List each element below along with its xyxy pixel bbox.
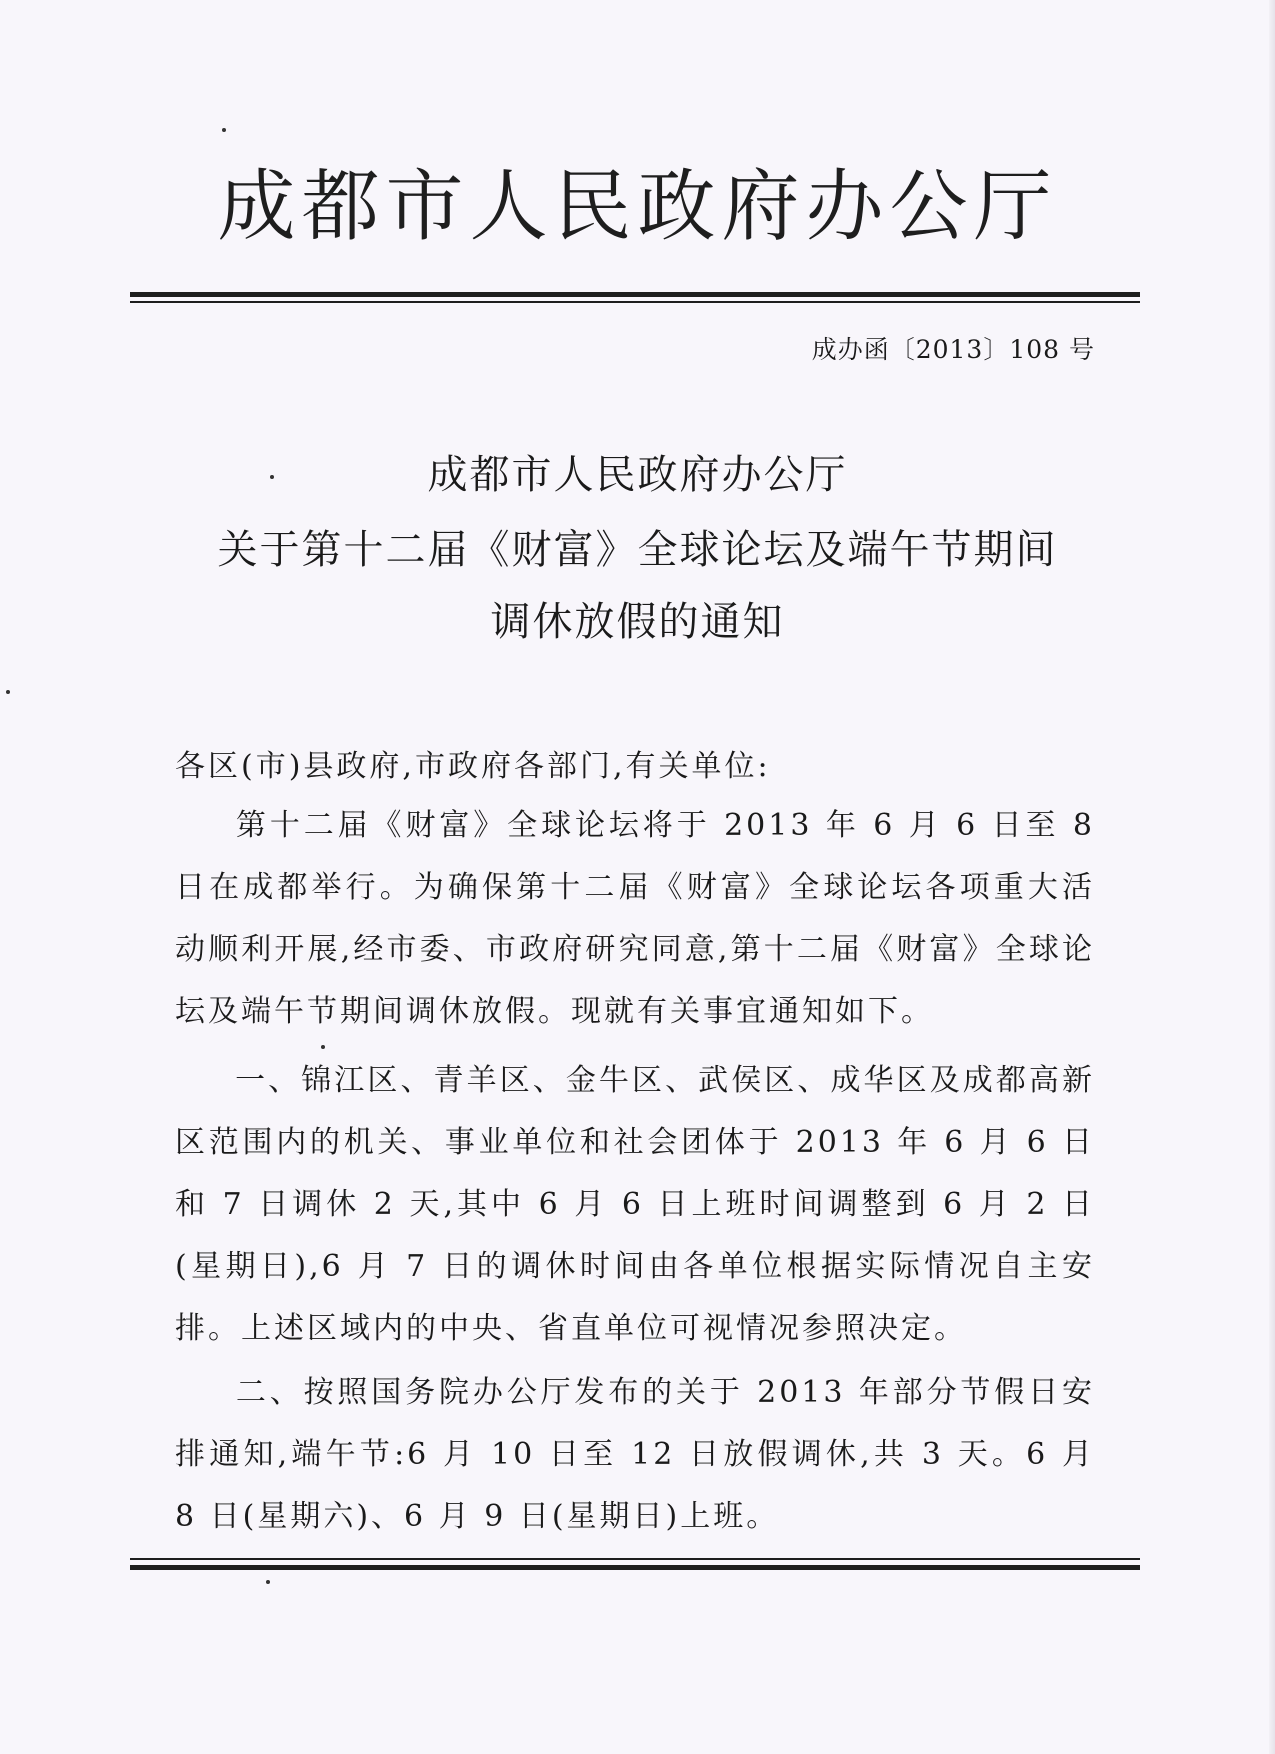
paragraph-3-text: 二、按照国务院办公厅发布的关于 2013 年部分节假日安排通知,端午节:6 月 10 日至 12 日放假调休,共 3 天。6 月 8 日(星期六)、6 月 9 日(星期日)上班。	[175, 1375, 1095, 1534]
document-number: 成办函〔2013〕108 号	[811, 335, 1095, 364]
scan-speck	[222, 128, 226, 132]
scan-speck	[321, 1045, 325, 1049]
title-line-3: 调休放假的通知	[490, 599, 785, 645]
paragraph-2-text: 一、锦江区、青羊区、金牛区、武侯区、成华区及成都高新区范围内的机关、事业单位和社会团体于 2013 年 6 月 6 日和 7 日调休 2 天,其中 6 月 6 日上班时间调整到 6 月 2 日(星期日),6 月 7 日的调休时间由各单位根据实际情况自主安排。上述区域内的中央、省直单位可视情况参照决定。	[175, 1063, 1095, 1346]
footer-rule-thick	[130, 1565, 1140, 1570]
title-line-1: 成都市人民政府办公厅	[427, 452, 848, 498]
paragraph-3	[175, 1362, 1095, 1548]
letterhead: 成都市人民政府办公厅	[217, 162, 1058, 252]
scan-edge	[1269, 0, 1275, 1754]
salutation: 各区(市)县政府,市政府各部门,有关单位:	[175, 749, 771, 784]
title-line-2: 关于第十二届《财富》全球论坛及端午节期间	[217, 527, 1058, 573]
scan-speck	[6, 690, 10, 694]
paragraph-1	[175, 795, 1095, 1043]
paragraph-1-text: 第十二届《财富》全球论坛将于 2013 年 6 月 6 日至 8 日在成都举行。为确保第十二届《财富》全球论坛各项重大活动顺利开展,经市委、市政府研究同意,第十二届《财富》全球论坛及端午节期间调休放假。现就有关事宜通知如下。	[175, 808, 1095, 1029]
scan-speck	[266, 1580, 270, 1584]
header-rule-thin	[130, 301, 1140, 303]
paragraph-2	[175, 1050, 1095, 1360]
header-rule-thick	[130, 292, 1140, 297]
footer-rule-thin	[130, 1558, 1140, 1560]
